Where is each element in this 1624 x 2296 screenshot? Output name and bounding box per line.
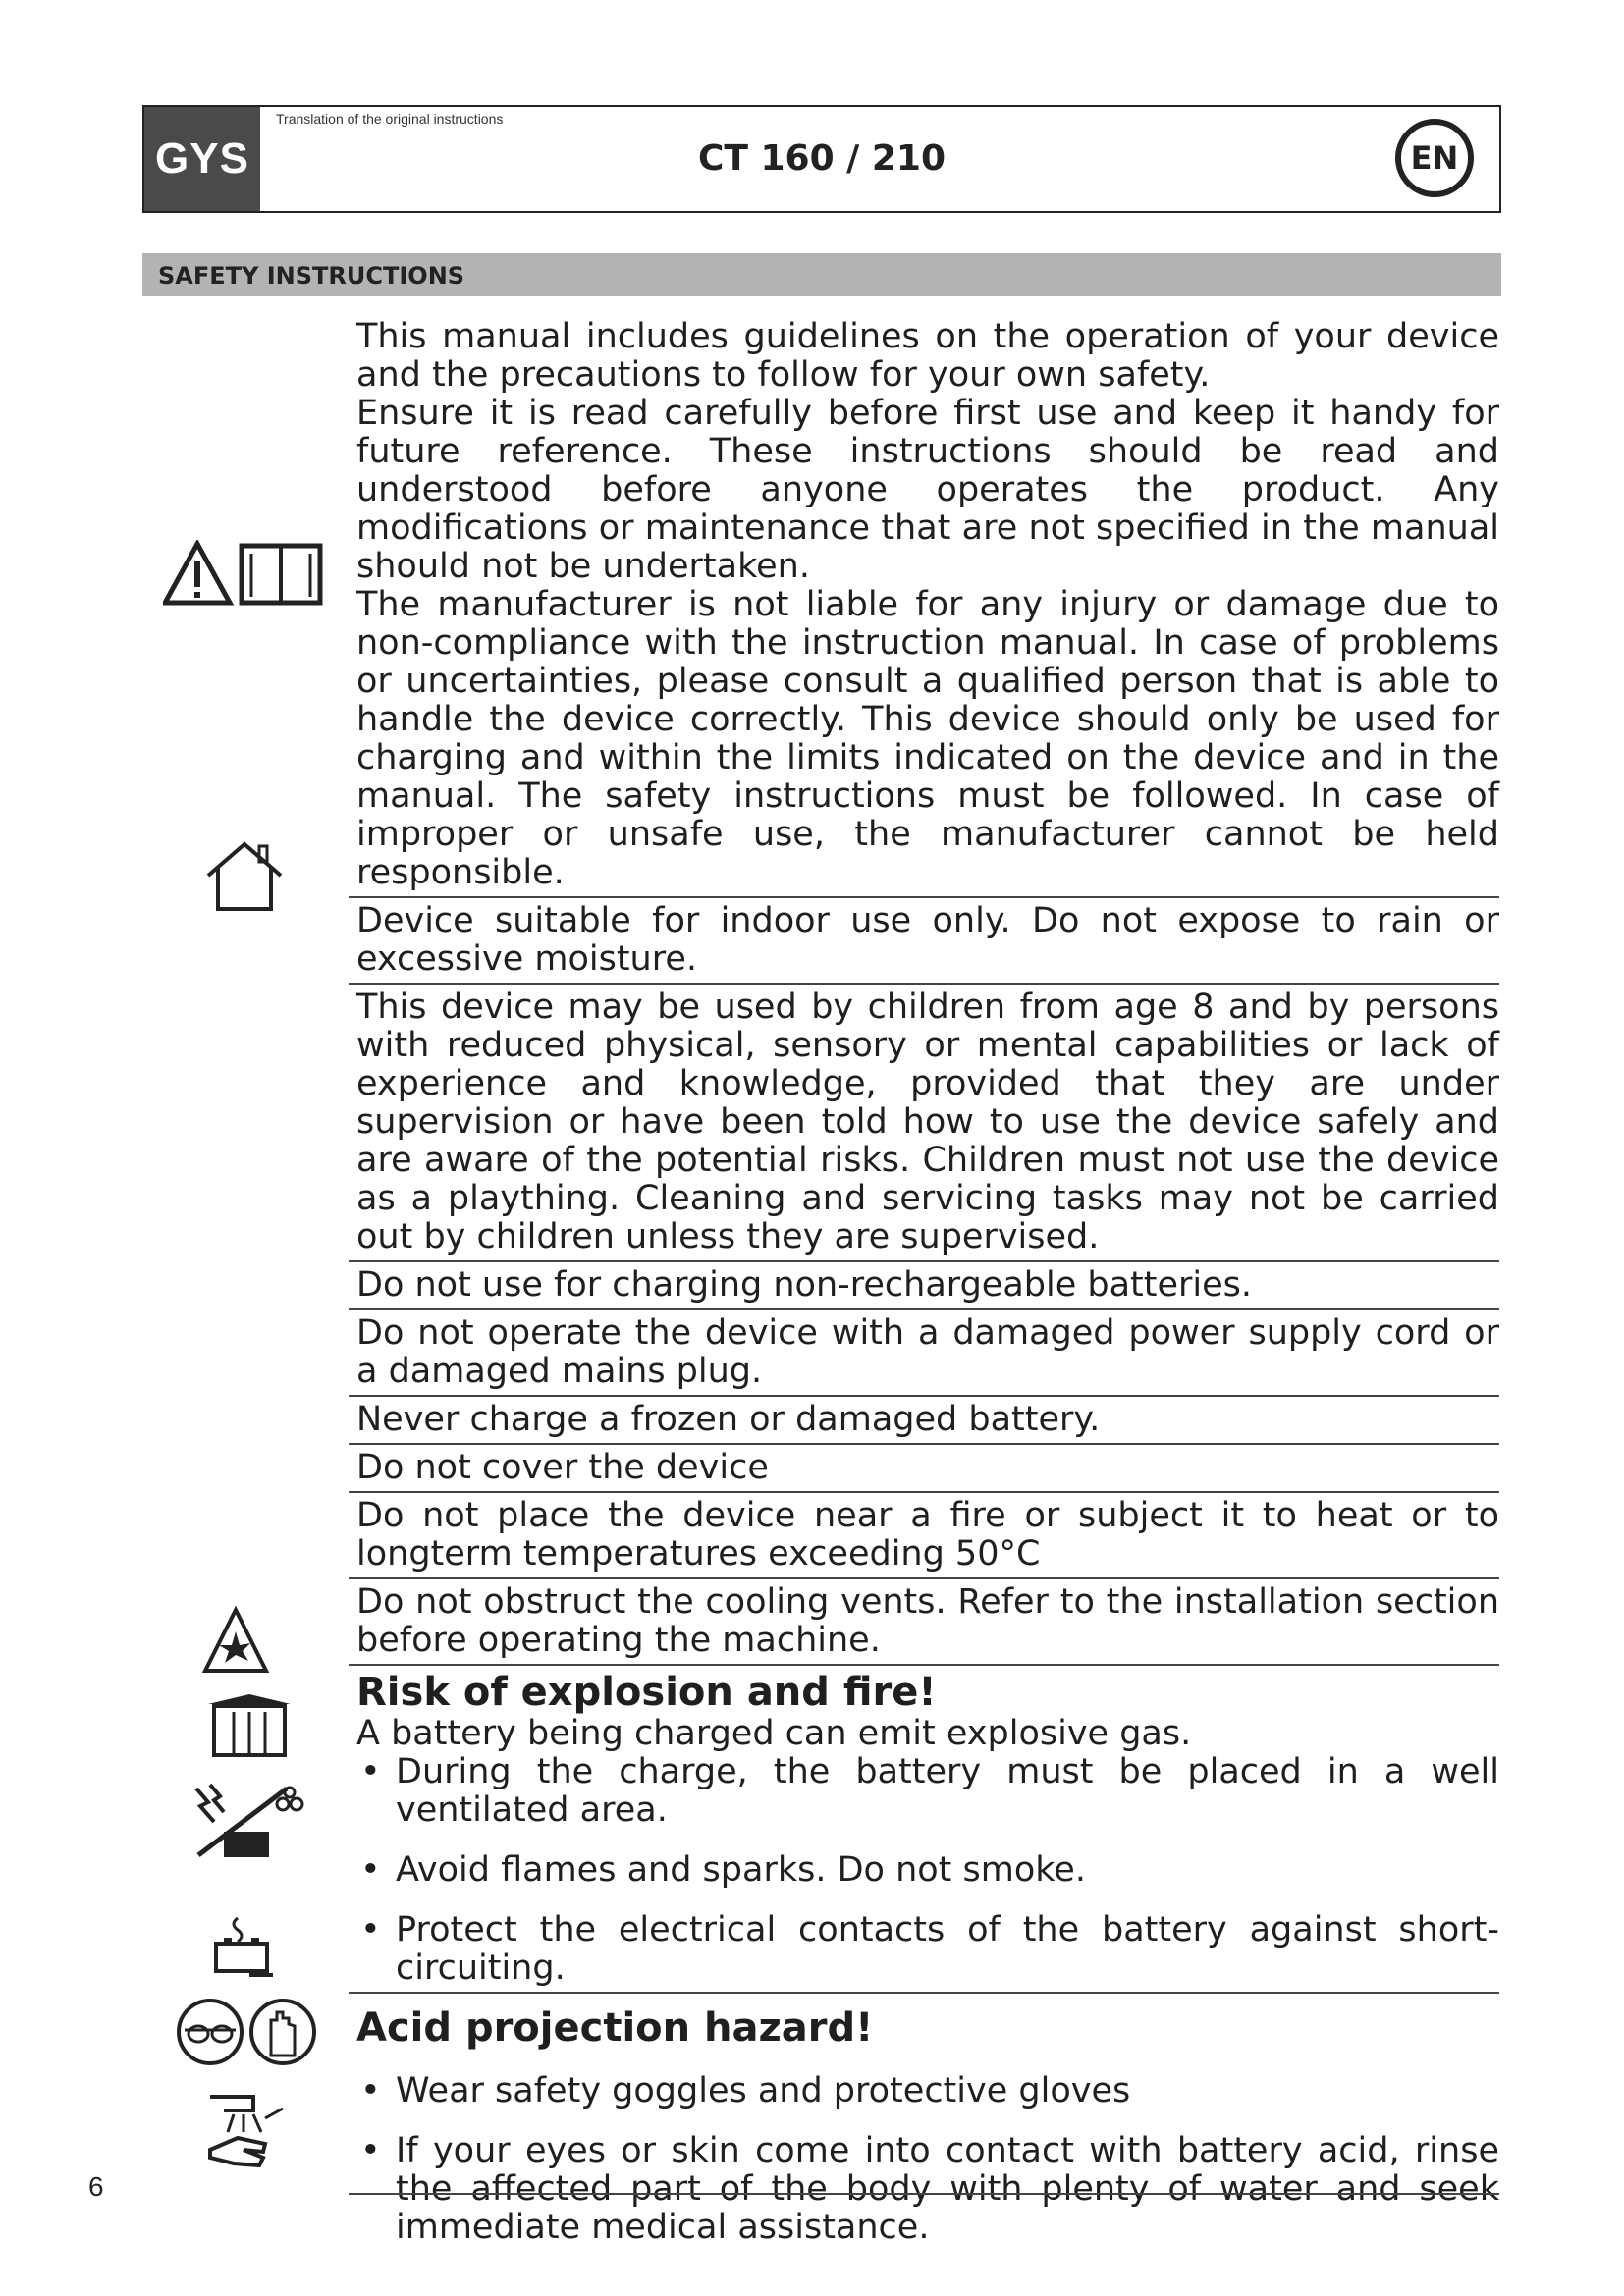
non-rechargeable-text: Do not use for charging non-rechargeable batteries. (356, 1265, 1253, 1305)
explosion-heading: Risk of explosion and fire! (356, 1670, 937, 1715)
vents-block (349, 1579, 1499, 1666)
non-rechargeable-block (349, 1262, 1499, 1310)
goggles-gloves-icon (175, 1997, 320, 2067)
translation-note: Translation of the original instructions (276, 111, 504, 127)
intro-paragraph-1: This manual includes guidelines on the operation of your device and the precautions to follow for your own safety. (356, 317, 1499, 395)
section-title: SAFETY INSTRUCTIONS (158, 262, 465, 290)
language-badge: EN (1395, 119, 1474, 197)
cover-block (349, 1445, 1499, 1493)
ventilated-area-icon (204, 1690, 295, 1759)
frozen-battery-block (349, 1397, 1499, 1445)
indoor-text: Device suitable for indoor use only. Do not expose to rain or excessive moisture. (356, 901, 1499, 979)
frozen-battery-text: Never charge a frozen or damaged battery. (356, 1400, 1101, 1439)
explosion-intro: A battery being charged can emit explosive gas. (356, 1714, 1192, 1753)
explosion-block (349, 1666, 1499, 1994)
explosion-bullet-short-circuit: • Protect the electrical contacts of the battery against short-circuiting. (356, 1911, 1499, 1988)
bottom-divider (349, 2193, 1499, 2195)
children-text: This device may be used by children from age 8 and by persons with reduced physical, sensory or mental capabilities or lack of experience and knowledge, provided that they are under supervision or have been told how to use the device safely and are aware of the potential risks. Children must not use the device as a plaything. Cleaning and servicing tasks may not be carried out by children unless they are supervised. (356, 988, 1499, 1256)
document-header (142, 105, 1501, 213)
acid-bullet-rinse: • If your eyes or skin come into contact with battery acid, rinse the affected part of the body with plenty of water and seek immediate medical assistance. (356, 2132, 1499, 2247)
damaged-cord-text: Do not operate the device with a damaged power supply cord or a damaged mains plug. (356, 1313, 1499, 1391)
model-title: CT 160 / 210 (697, 138, 947, 179)
no-flames-sparks-icon (189, 1779, 308, 1861)
page-number: 6 (88, 2171, 104, 2202)
warning-read-manual-icon (163, 540, 326, 609)
house-icon (204, 840, 285, 913)
vents-text: Do not obstruct the cooling vents. Refer to the installation section before operating the machine. (356, 1582, 1499, 1660)
children-block (349, 985, 1499, 1262)
explosion-bullet-ventilation: • During the charge, the battery must be placed in a well ventilated area. (356, 1753, 1499, 1830)
intro-block (349, 314, 1499, 898)
cover-text: Do not cover the device (356, 1448, 769, 1487)
acid-heading: Acid projection hazard! (356, 2005, 874, 2051)
safety-content (349, 314, 1499, 2251)
heat-block (349, 1493, 1499, 1579)
intro-paragraph-3: The manufacturer is not liable for any injury or damage due to non-compliance with the instruction manual. In case of problems or uncertainties, please consult a qualified person that is able to handle the device correctly. This device should only be used for charging and within the limits indicated on the device and in the manual. The safety instructions must be followed. In case of improper or unsafe use, the manufacturer cannot be held responsible. (356, 585, 1499, 892)
rinse-water-icon (204, 2089, 291, 2171)
explosion-hazard-icon (201, 1606, 270, 1675)
battery-icon (210, 1914, 277, 1977)
intro-paragraph-2: Ensure it is read carefully before first use and keep it handy for future reference. These instructions should be read and understood before anyone operates the product. Any modifications or maintenance that are not specified in the manual should not be undertaken. (356, 394, 1499, 586)
explosion-bullet-flames: • Avoid flames and sparks. Do not smoke. (356, 1851, 1499, 1890)
acid-block (349, 1994, 1499, 2251)
damaged-cord-block (349, 1310, 1499, 1397)
gys-logo: GYS (144, 107, 260, 211)
heat-text: Do not place the device near a fire or subject it to heat or to longterm temperatures exceeding 50°C (356, 1496, 1499, 1574)
section-bar (142, 253, 1501, 296)
acid-bullet-goggles: • Wear safety goggles and protective gloves (356, 2072, 1499, 2110)
indoor-block (349, 898, 1499, 985)
